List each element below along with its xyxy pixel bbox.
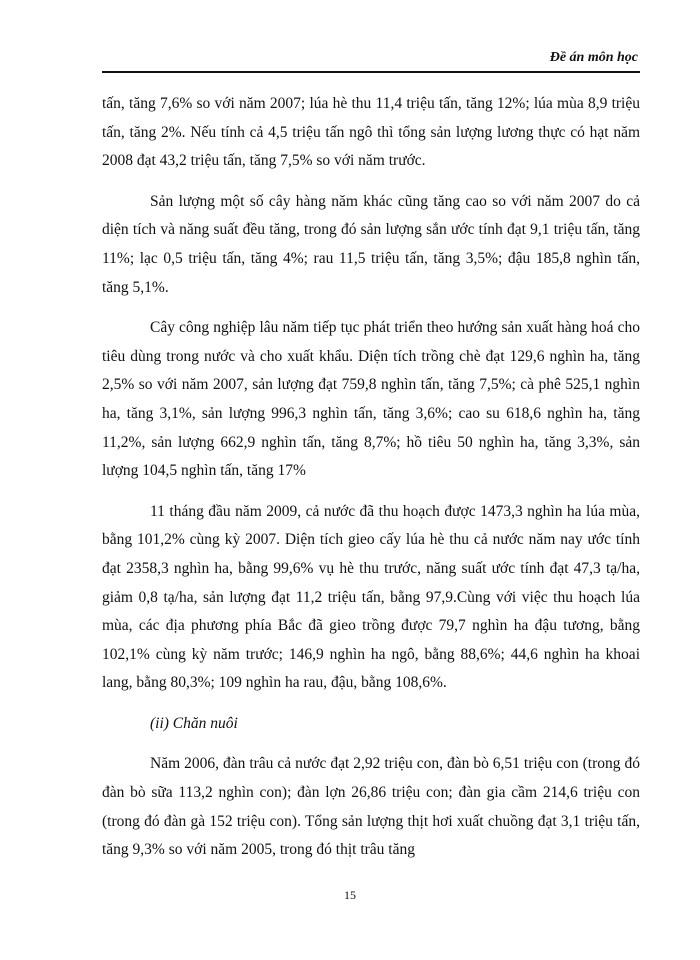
paragraph-continuation: tấn, tăng 7,6% so với năm 2007; lúa hè thu 11,4 triệu tấn, tăng 12%; lúa mùa 8,9 triệu tấn, tăng 2%. Nếu tính cả 4,5 triệu tấn ngô thì tổng sản lượng lương thực có hạt năm 2008 đạt 43,2 triệu tấn, tăng 7,5% so với năm trước.	[102, 95, 640, 170]
document-body	[102, 90, 640, 865]
page-number: 15	[344, 888, 356, 902]
header-divider	[102, 71, 640, 73]
paragraph-harvest-2009: 11 tháng đầu năm 2009, cả nước đã thu hoạch được 1473,3 nghìn ha lúa mùa, bằng 101,2% cùng kỳ 2007. Diện tích gieo cấy lúa hè thu cả nước năm nay ước tính đạt 2358,3 nghìn ha, bằng 99,6% vụ hè thu trước, năng suất ước tính đạt 47,3 tạ/ha, giảm 0,8 tạ/ha, sản lượng đạt 11,2 triệu tấn, bằng 97,9.Cùng với việc thu hoạch lúa mùa, các địa phương phía Bắc đã gieo trồng được 79,7 nghìn ha đậu tương, bằng 102,1% cùng kỳ năm trước; 146,9 nghìn ha ngô, bằng 88,6%; 44,6 nghìn ha khoai lang, bằng 80,3%; 109 nghìn ha rau, đậu, bằng 108,6%.	[102, 502, 640, 692]
paragraph-annual-crops: Sản lượng một số cây hàng năm khác cũng tăng cao so với năm 2007 do cả diện tích và năng suất đều tăng, trong đó sản lượng sắn ước tính đạt 9,1 triệu tấn, tăng 11%; lạc 0,5 triệu tấn, tăng 4%; rau 11,5 triệu tấn, tăng 3,5%; đậu 185,8 nghìn tấn, tăng 5,1%.	[102, 192, 640, 296]
header-title: Đề án môn học	[549, 50, 638, 65]
paragraph-perennial-crops: Cây công nghiệp lâu năm tiếp tục phát triển theo hướng sản xuất hàng hoá cho tiêu dùng trong nước và cho xuất khẩu. Diện tích trồng chè đạt 129,6 nghìn ha, tăng 2,5% so với năm 2007, sản lượng đạt 759,8 nghìn tấn, tăng 7,5%; cà phê 525,1 nghìn ha, tăng 3,1%, sản lượng 996,3 nghìn tấn, tăng 3,6%; cao su 618,6 nghìn ha, tăng 11,2%, sản lượng 662,9 nghìn tấn, tăng 8,7%; hồ tiêu 50 nghìn ha, tăng 3,3%, sản lượng 104,5 nghìn tấn, tăng 17%	[102, 319, 640, 480]
subheading-livestock: (ii) Chăn nuôi	[150, 714, 238, 732]
paragraph-livestock: Năm 2006, đàn trâu cả nước đạt 2,92 triệu con, đàn bò 6,51 triệu con (trong đó đàn bò sữa 113,2 nghìn con); đàn lợn 26,86 triệu con; đàn gia cầm 214,6 triệu con (trong đó đàn gà 152 triệu con). Tổng sản lượng thịt hơi xuất chuồng đạt 3,1 triệu tấn, tăng 9,3% so với năm 2005, trong đó thịt trâu tăng	[102, 755, 640, 859]
